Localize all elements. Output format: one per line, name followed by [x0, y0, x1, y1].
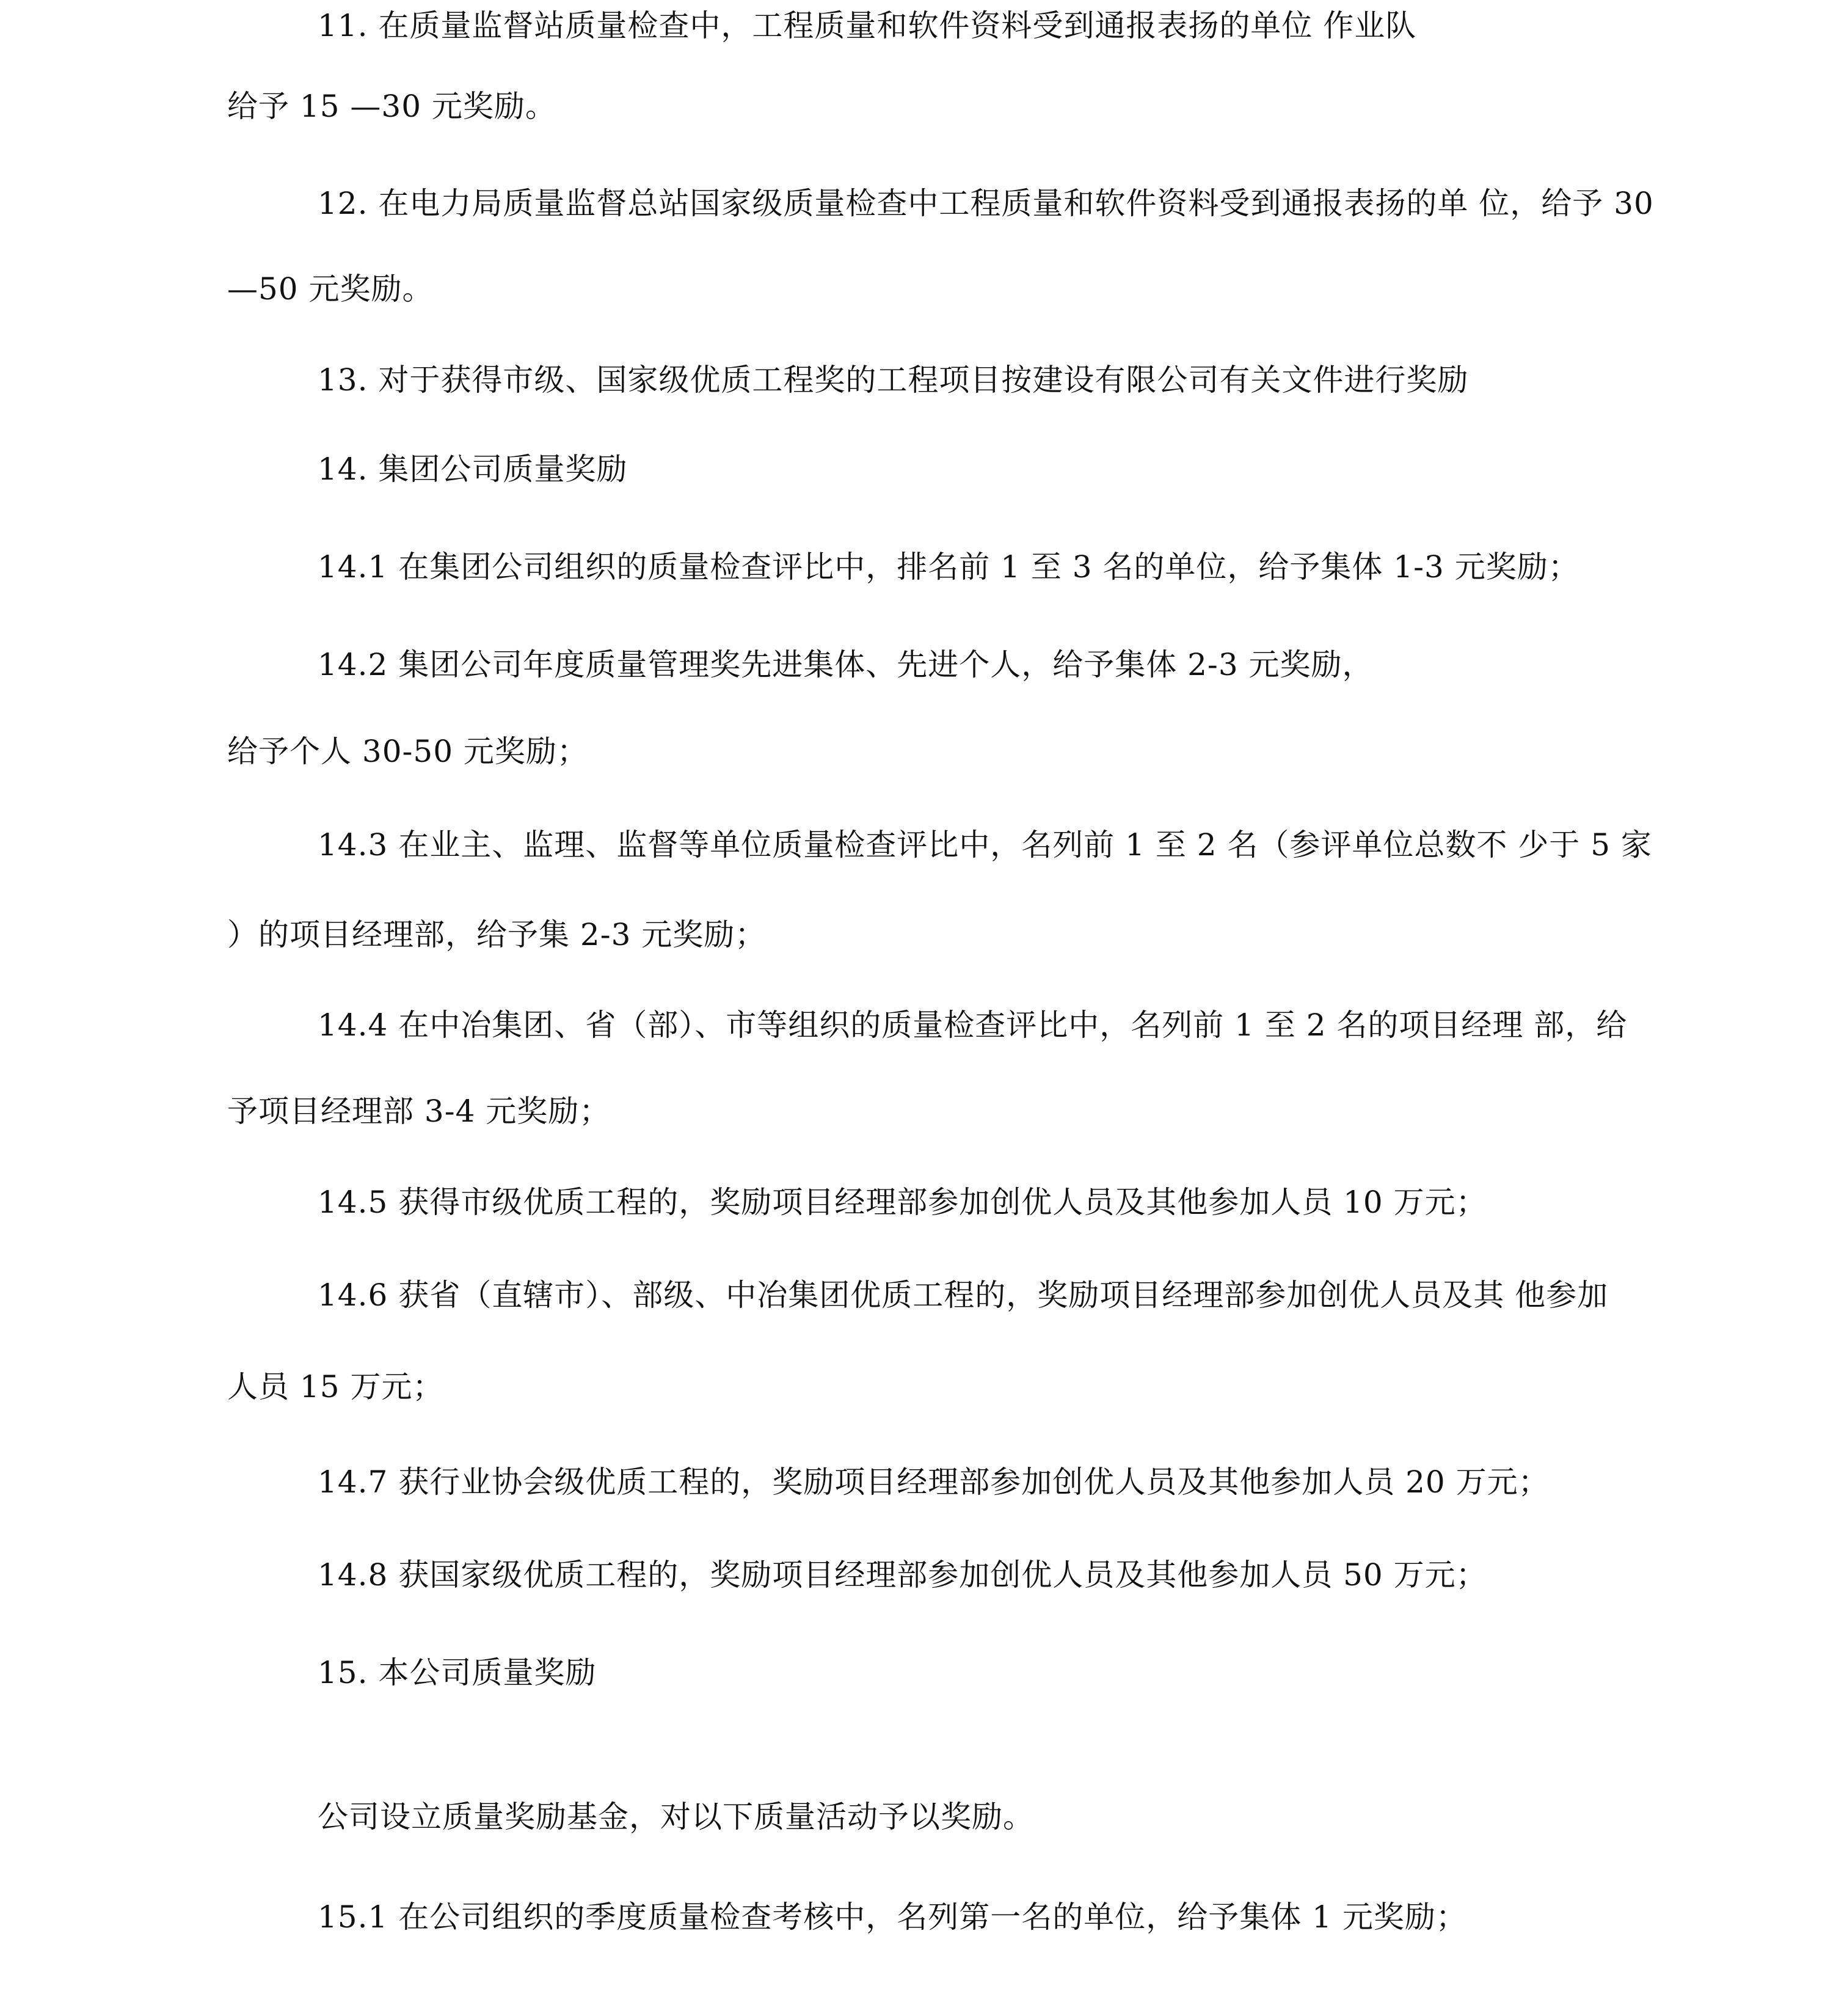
item-14-3-line-2: ）的项目经理部，给予集 2-3 元奖励；	[227, 917, 767, 952]
item-14-5: 14.5 获得市级优质工程的，奖励项目经理部参加创优人员及其他参加人员 10 万元；	[318, 1185, 1487, 1220]
item-14-4-line-2: 予项目经理部 3-4 元奖励；	[227, 1094, 611, 1129]
paragraph-15-intro: 公司设立质量奖励基金，对以下质量活动予以奖励。	[318, 1799, 1034, 1835]
paragraph-11-line-2: 给予 15 —30 元奖励。	[227, 89, 556, 124]
item-14-6-line-2: 人员 15 万元；	[227, 1369, 444, 1404]
item-14-7: 14.7 获行业协会级优质工程的，奖励项目经理部参加创优人员及其他参加人员 20 万元；	[318, 1464, 1550, 1500]
item-14-8: 14.8 获国家级优质工程的，奖励项目经理部参加创优人员及其他参加人员 50 万元；	[318, 1557, 1487, 1593]
item-14-1: 14.1 在集团公司组织的质量检查评比中，排名前 1 至 3 名的单位，给予集体 1-3 元奖励；	[318, 549, 1579, 585]
item-14-3-line-1: 14.3 在业主、监理、监督等单位质量检查评比中，名列前 1 至 2 名（参评单位总数不 少于 5 家	[318, 827, 1652, 863]
item-14-2-line-2: 给予个人 30-50 元奖励；	[227, 734, 588, 769]
paragraph-11-line-1: 11. 在质量监督站质量检查中，工程质量和软件资料受到通报表扬的单位 作业队	[318, 8, 1417, 43]
paragraph-12-line-1: 12. 在电力局质量监督总站国家级质量检查中工程质量和软件资料受到通报表扬的单 位，给予 30	[318, 186, 1654, 221]
item-14-4-line-1: 14.4 在中冶集团、省（部）、市等组织的质量检查评比中，名列前 1 至 2 名的项目经理 部，给	[318, 1007, 1628, 1043]
item-15-1: 15.1 在公司组织的季度质量检查考核中，名列第一名的单位，给予集体 1 元奖励；	[318, 1899, 1467, 1935]
heading-15: 15. 本公司质量奖励	[318, 1655, 597, 1690]
paragraph-13: 13. 对于获得市级、国家级优质工程奖的工程项目按建设有限公司有关文件进行奖励	[318, 362, 1469, 398]
paragraph-12-line-2: —50 元奖励。	[227, 271, 434, 307]
item-14-6-line-1: 14.6 获省（直辖市）、部级、中冶集团优质工程的，奖励项目经理部参加创优人员及其 他参加	[318, 1277, 1609, 1313]
item-14-2-line-1: 14.2 集团公司年度质量管理奖先进集体、先进个人，给予集体 2-3 元奖励，	[318, 647, 1374, 682]
heading-14: 14. 集团公司质量奖励	[318, 451, 628, 487]
